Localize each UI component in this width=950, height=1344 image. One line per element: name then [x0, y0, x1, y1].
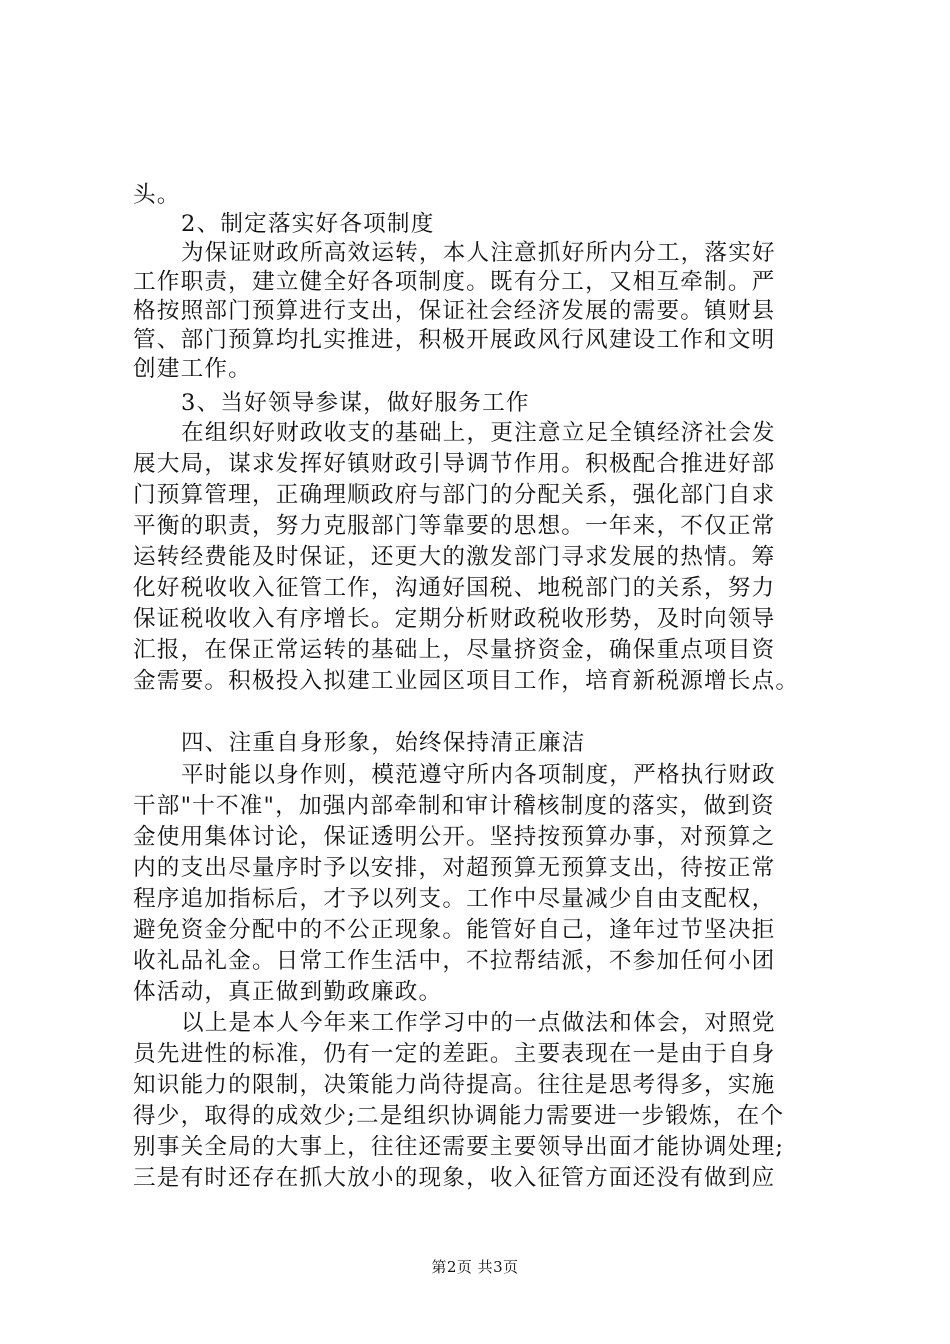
text-line: 避免资金分配中的不公正现象。能管好自己，逢年过节坚决拒 — [133, 917, 776, 943]
text-line: 门预算管理，正确理顺政府与部门的分配关系，强化部门自求 — [133, 482, 776, 508]
text-line: 格按照部门预算进行支出，保证社会经济发展的需要。镇财县 — [133, 298, 776, 324]
page-footer: 第2页 共3页 — [431, 1258, 519, 1276]
text-line: 展大局，谋求发挥好镇财政引导调节作用。积极配合推进好部 — [133, 451, 776, 477]
text-line: 创建工作。 — [133, 356, 252, 382]
text-line: 内的支出尽量序时予以安排，对超预算无预算支出，待按正常 — [133, 855, 776, 881]
text-line: 化好税收收入征管工作，沟通好国税、地税部门的关系，努力 — [133, 575, 776, 601]
text-line: 头。 — [133, 182, 181, 208]
text-line: 管、部门预算均扎实推进，积极开展政风行风建设工作和文明 — [133, 327, 776, 353]
section-heading: 3、当好领导参谋，做好服务工作 — [181, 390, 530, 416]
text-line: 员先进性的标准，仍有一定的差距。主要表现在一是由于自身 — [133, 1041, 776, 1067]
text-line: 程序追加指标后，才予以列支。工作中尽量减少自由支配权， — [133, 886, 776, 912]
text-line: 知识能力的限制，决策能力尚待提高。往往是思考得多，实施 — [133, 1072, 776, 1098]
text-line: 平时能以身作则，模范遵守所内各项制度，严格执行财政 — [181, 762, 776, 788]
text-line: 金使用集体讨论，保证透明公开。坚持按预算办事，对预算之 — [133, 824, 776, 850]
text-line: 在组织好财政收支的基础上，更注意立足全镇经济社会发 — [181, 420, 776, 446]
text-line: 工作职责，建立健全好各项制度。既有分工，又相互牵制。严 — [133, 269, 776, 295]
text-line: 三是有时还存在抓大放小的现象，收入征管方面还没有做到应 — [133, 1165, 776, 1191]
section-heading: 四、注重自身形象，始终保持清正廉洁 — [181, 730, 586, 756]
text-line: 运转经费能及时保证，还更大的激发部门寻求发展的热情。筹 — [133, 544, 776, 570]
text-line: 别事关全局的大事上，往往还需要主要领导出面才能协调处理; — [133, 1134, 785, 1160]
text-line: 保证税收收入有序增长。定期分析财政税收形势，及时向领导 — [133, 606, 776, 632]
text-line: 体活动，真正做到勤政廉政。 — [133, 979, 443, 1005]
text-line: 干部"十不准"，加强内部牵制和审计稽核制度的落实，做到资 — [133, 793, 775, 819]
text-line: 得少，取得的成效少;二是组织协调能力需要进一步锻炼，在个 — [133, 1103, 785, 1129]
text-line: 收礼品礼金。日常工作生活中，不拉帮结派，不参加任何小团 — [133, 948, 776, 974]
text-line: 为保证财政所高效运转，本人注意抓好所内分工，落实好 — [181, 240, 776, 266]
text-line: 以上是本人今年来工作学习中的一点做法和体会，对照党 — [181, 1010, 776, 1036]
text-line: 金需要。积极投入拟建工业园区项目工作，培育新税源增长点。 — [133, 668, 800, 694]
text-line: 平衡的职责，努力克服部门等靠要的思想。一年来，不仅正常 — [133, 513, 776, 539]
section-heading: 2、制定落实好各项制度 — [181, 211, 435, 237]
text-line: 汇报，在保正常运转的基础上，尽量挤资金，确保重点项目资 — [133, 637, 776, 663]
